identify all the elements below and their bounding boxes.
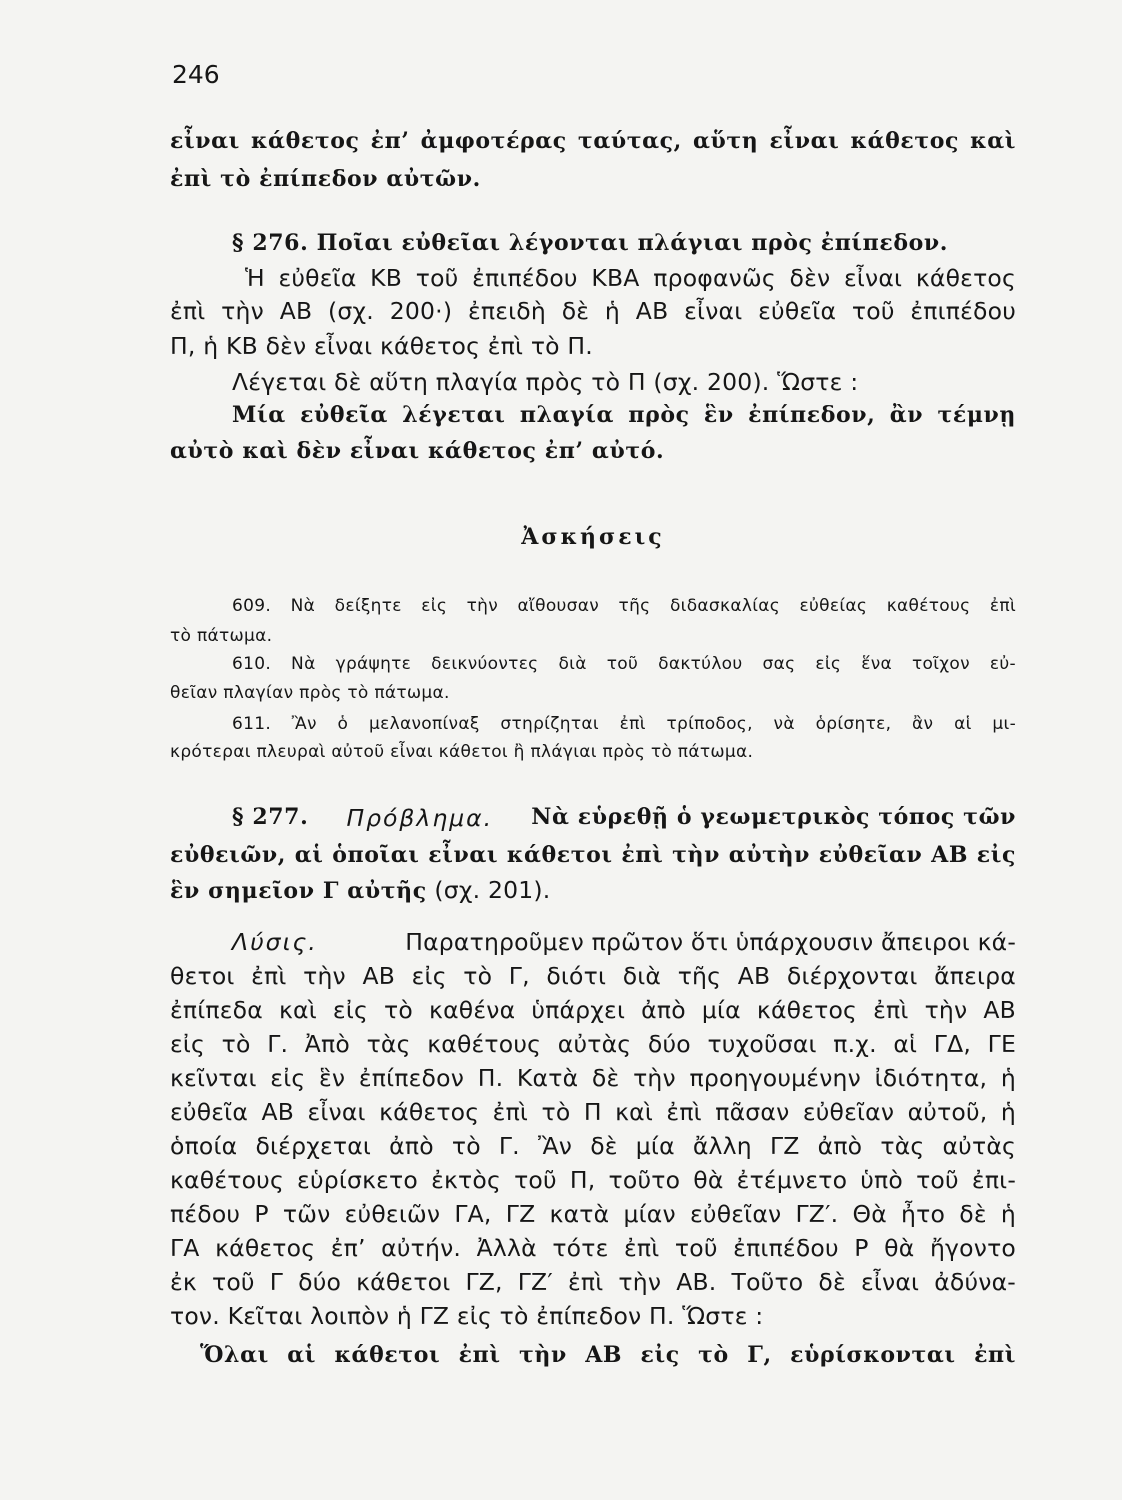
sec277-line-3-bold: ἓν σημεῖον Γ αὐτῆς (170, 878, 427, 904)
problem-statement-start: Νὰ εὑρεθῇ ὁ γεωμετρικὸς τόπος τῶν (531, 804, 1016, 830)
sec276-rule-line-1: Μία εὐθεῖα λέγεται πλαγία πρὸς ἓν ἐπίπεδον, ἂν τέμνῃ (232, 402, 1016, 428)
exercise-610-line-1: 610. Νὰ γράψητε δεικνύοντες διὰ τοῦ δακτύλου σας εἰς ἕνα τοῖχον εὐ- (232, 654, 1016, 674)
sec276-line-3: Π, ἡ ΚΒ δὲν εἶναι κάθετος ἐπὶ τὸ Π. (170, 332, 593, 360)
solution-line-6: εὐθεῖα ΑΒ εἶναι κάθετος ἐπὶ τὸ Π καὶ ἐπὶ πᾶσαν εὐθεῖαν αὐτοῦ, ἡ (170, 1098, 1016, 1126)
solution-line-1 (232, 928, 1016, 956)
solution-line-11: ἐκ τοῦ Γ δύο κάθετοι ΓΖ, ΓΖ′ ἐπὶ τὴν ΑΒ. Τοῦτο δὲ εἶναι ἀδύνα- (170, 1268, 1016, 1296)
problem-label: Πρόβλημα. (346, 804, 494, 832)
sec276-rule-line-2: αὐτὸ καὶ δὲν εἶναι κάθετος ἐπ’ αὐτό. (170, 438, 665, 464)
section-276-heading: § 276. Ποῖαι εὐθεῖαι λέγονται πλάγιαι πρὸς ἐπίπεδον. (232, 230, 948, 256)
solution-line-9: πέδου Ρ τῶν εὐθειῶν ΓΑ, ΓΖ κατὰ μίαν εὐθεῖαν ΓΖ′. Θὰ ἦτο δὲ ἡ (170, 1200, 1016, 1228)
sec277-line-3 (170, 876, 1016, 904)
sec277-line-1 (232, 804, 1016, 832)
page-number: 246 (172, 60, 220, 89)
solution-line-12: τον. Κεῖται λοιπὸν ἡ ΓΖ εἰς τὸ ἐπίπεδον Π. Ὥστε : (170, 1302, 764, 1330)
solution-line-8: καθέτους εὑρίσκετο ἐκτὸς τοῦ Π, τοῦτο θὰ ἐτέμνετο ὑπὸ τοῦ ἐπι- (170, 1166, 1016, 1194)
exercise-611-line-2: κρότεραι πλευραὶ αὐτοῦ εἶναι κάθετοι ἢ πλάγιαι πρὸς τὸ πάτωμα. (170, 742, 754, 762)
solution-line-4: εἰς τὸ Γ. Ἀπὸ τὰς καθέτους αὐτὰς δύο τυχοῦσαι π.χ. αἱ ΓΔ, ΓΕ (170, 1030, 1016, 1058)
exercise-609-line-1: 609. Νὰ δείξητε εἰς τὴν αἴθουσαν τῆς διδασκαλίας εὐθείας καθέτους ἐπὶ (232, 596, 1016, 616)
sec276-line-1: Ἡ εὐθεῖα ΚΒ τοῦ ἐπιπέδου ΚΒΑ προφανῶς δὲν εἶναι κάθετος (245, 264, 1016, 292)
solution-line-3: ἐπίπεδα καὶ εἰς τὸ καθένα ὑπάρχει ἀπὸ μία κάθετος ἐπὶ τὴν ΑΒ (170, 996, 1016, 1024)
solution-label: Λύσις. (232, 928, 318, 956)
solution-conclusion: Ὅλαι αἱ κάθετοι ἐπὶ τὴν ΑΒ εἰς τὸ Γ, εὑρίσκονται ἐπὶ (200, 1342, 1016, 1368)
sec277-figure-ref: (σχ. 201). (434, 876, 551, 904)
intro-line-2: ἐπὶ τὸ ἐπίπεδον αὐτῶν. (170, 166, 481, 192)
solution-line-10: ΓΑ κάθετος ἐπ’ αὐτήν. Ἀλλὰ τότε ἐπὶ τοῦ ἐπιπέδου Ρ θὰ ἤγοντο (170, 1234, 1016, 1262)
exercise-610-line-2: θεῖαν πλαγίαν πρὸς τὸ πάτωμα. (170, 683, 450, 703)
section-277-number: § 277. (232, 804, 309, 830)
exercises-title: Ἀσκήσεις (521, 524, 665, 550)
solution-line-7: ὁποία διέρχεται ἀπὸ τὸ Γ. Ἂν δὲ μία ἄλλη ΓΖ ἀπὸ τὰς αὐτὰς (170, 1132, 1016, 1160)
sec276-line-2: ἐπὶ τὴν ΑΒ (σχ. 200·) ἐπειδὴ δὲ ἡ ΑΒ εἶναι εὐθεῖα τοῦ ἐπιπέδου (170, 297, 1016, 325)
sec277-line-2: εὐθειῶν, αἱ ὁποῖαι εἶναι κάθετοι ἐπὶ τὴν αὐτὴν εὐθεῖαν ΑΒ εἰς (170, 842, 1016, 868)
sec276-line-4: Λέγεται δὲ αὕτη πλαγία πρὸς τὸ Π (σχ. 200). Ὥστε : (232, 368, 859, 396)
exercise-609-line-2: τὸ πάτωμα. (170, 626, 273, 646)
exercise-611-line-1: 611. Ἂν ὁ μελανοπίναξ στηρίζηται ἐπὶ τρίποδος, νὰ ὁρίσητε, ἂν αἱ μι- (232, 714, 1016, 734)
intro-line-1: εἶναι κάθετος ἐπ’ ἀμφοτέρας ταύτας, αὕτη εἶναι κάθετος καὶ (170, 128, 1016, 154)
solution-line-2: θετοι ἐπὶ τὴν ΑΒ εἰς τὸ Γ, διότι διὰ τῆς ΑΒ διέρχονται ἄπειρα (170, 962, 1016, 990)
solution-line-5: κεῖνται εἰς ἓν ἐπίπεδον Π. Κατὰ δὲ τὴν προηγουμένην ἰδιότητα, ἡ (170, 1064, 1016, 1092)
solution-first-text: Παρατηροῦμεν πρῶτον ὅτι ὑπάρχουσιν ἄπειροι κά- (405, 928, 1016, 956)
